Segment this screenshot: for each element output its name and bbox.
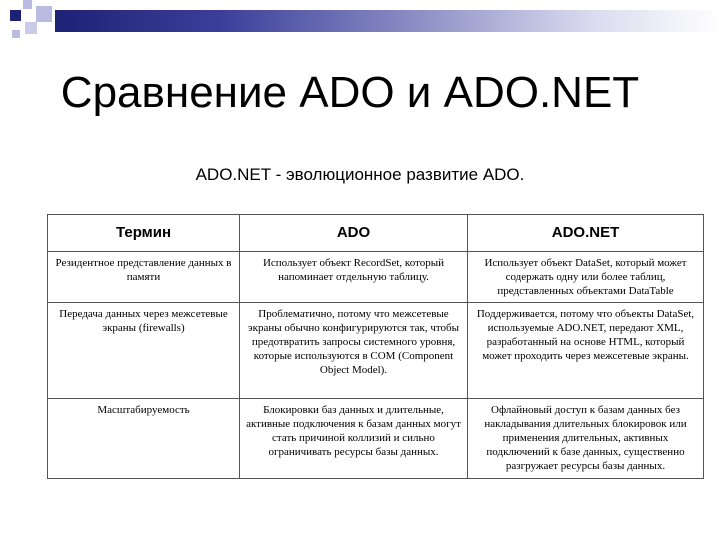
square-light-4 <box>12 30 20 38</box>
header-ado: ADO <box>240 215 468 252</box>
cell-ado: Использует объект RecordSet, который напоминает отдельную таблицу. <box>240 252 468 303</box>
header-adonet: ADO.NET <box>468 215 704 252</box>
decorative-squares <box>0 0 60 44</box>
square-light-2 <box>36 6 52 22</box>
square-light-1 <box>23 0 32 9</box>
table-row <box>48 252 704 303</box>
cell-adonet: Использует объект DataSet, который может содержать одну или более таблиц, представленных объектами DataTable <box>468 252 704 303</box>
square-light-3 <box>25 22 37 34</box>
cell-term: Масштабируемость <box>48 399 240 479</box>
cell-adonet: Офлайновый доступ к базам данных без накладывания длительных блокировок или применения длительных, активных подключений к базе данных, существенно разгружает ресурсы базы данных. <box>468 399 704 479</box>
comparison-table <box>47 214 704 479</box>
cell-adonet: Поддерживается, потому что объекты DataSet, используемые ADO.NET, передают XML, разработанный на основе HTML, который может проходить через межсетевые экраны. <box>468 303 704 399</box>
cell-ado: Блокировки баз данных и длительные, активные подключения к базам данных могут стать причиной коллизий и сильно ограничивать ресурсы базы данных. <box>240 399 468 479</box>
slide-subtitle: ADO.NET - эволюционное развитие ADO. <box>195 165 525 184</box>
table-row <box>48 303 704 399</box>
table-row <box>48 399 704 479</box>
cell-ado: Проблематично, потому что межсетевые экраны обычно конфигурируются так, чтобы предотвратить запросы системного уровня, которые используются в COM (Component Object Model). <box>240 303 468 399</box>
square-dark-1 <box>10 10 21 21</box>
header-term: Термин <box>48 215 240 252</box>
cell-term: Передача данных через межсетевые экраны (firewalls) <box>48 303 240 399</box>
table-header-row <box>48 215 704 252</box>
slide-title: Сравнение ADO и ADO.NET <box>60 68 640 117</box>
header-gradient-bar <box>55 10 720 32</box>
cell-term: Резидентное представление данных в памяти <box>48 252 240 303</box>
